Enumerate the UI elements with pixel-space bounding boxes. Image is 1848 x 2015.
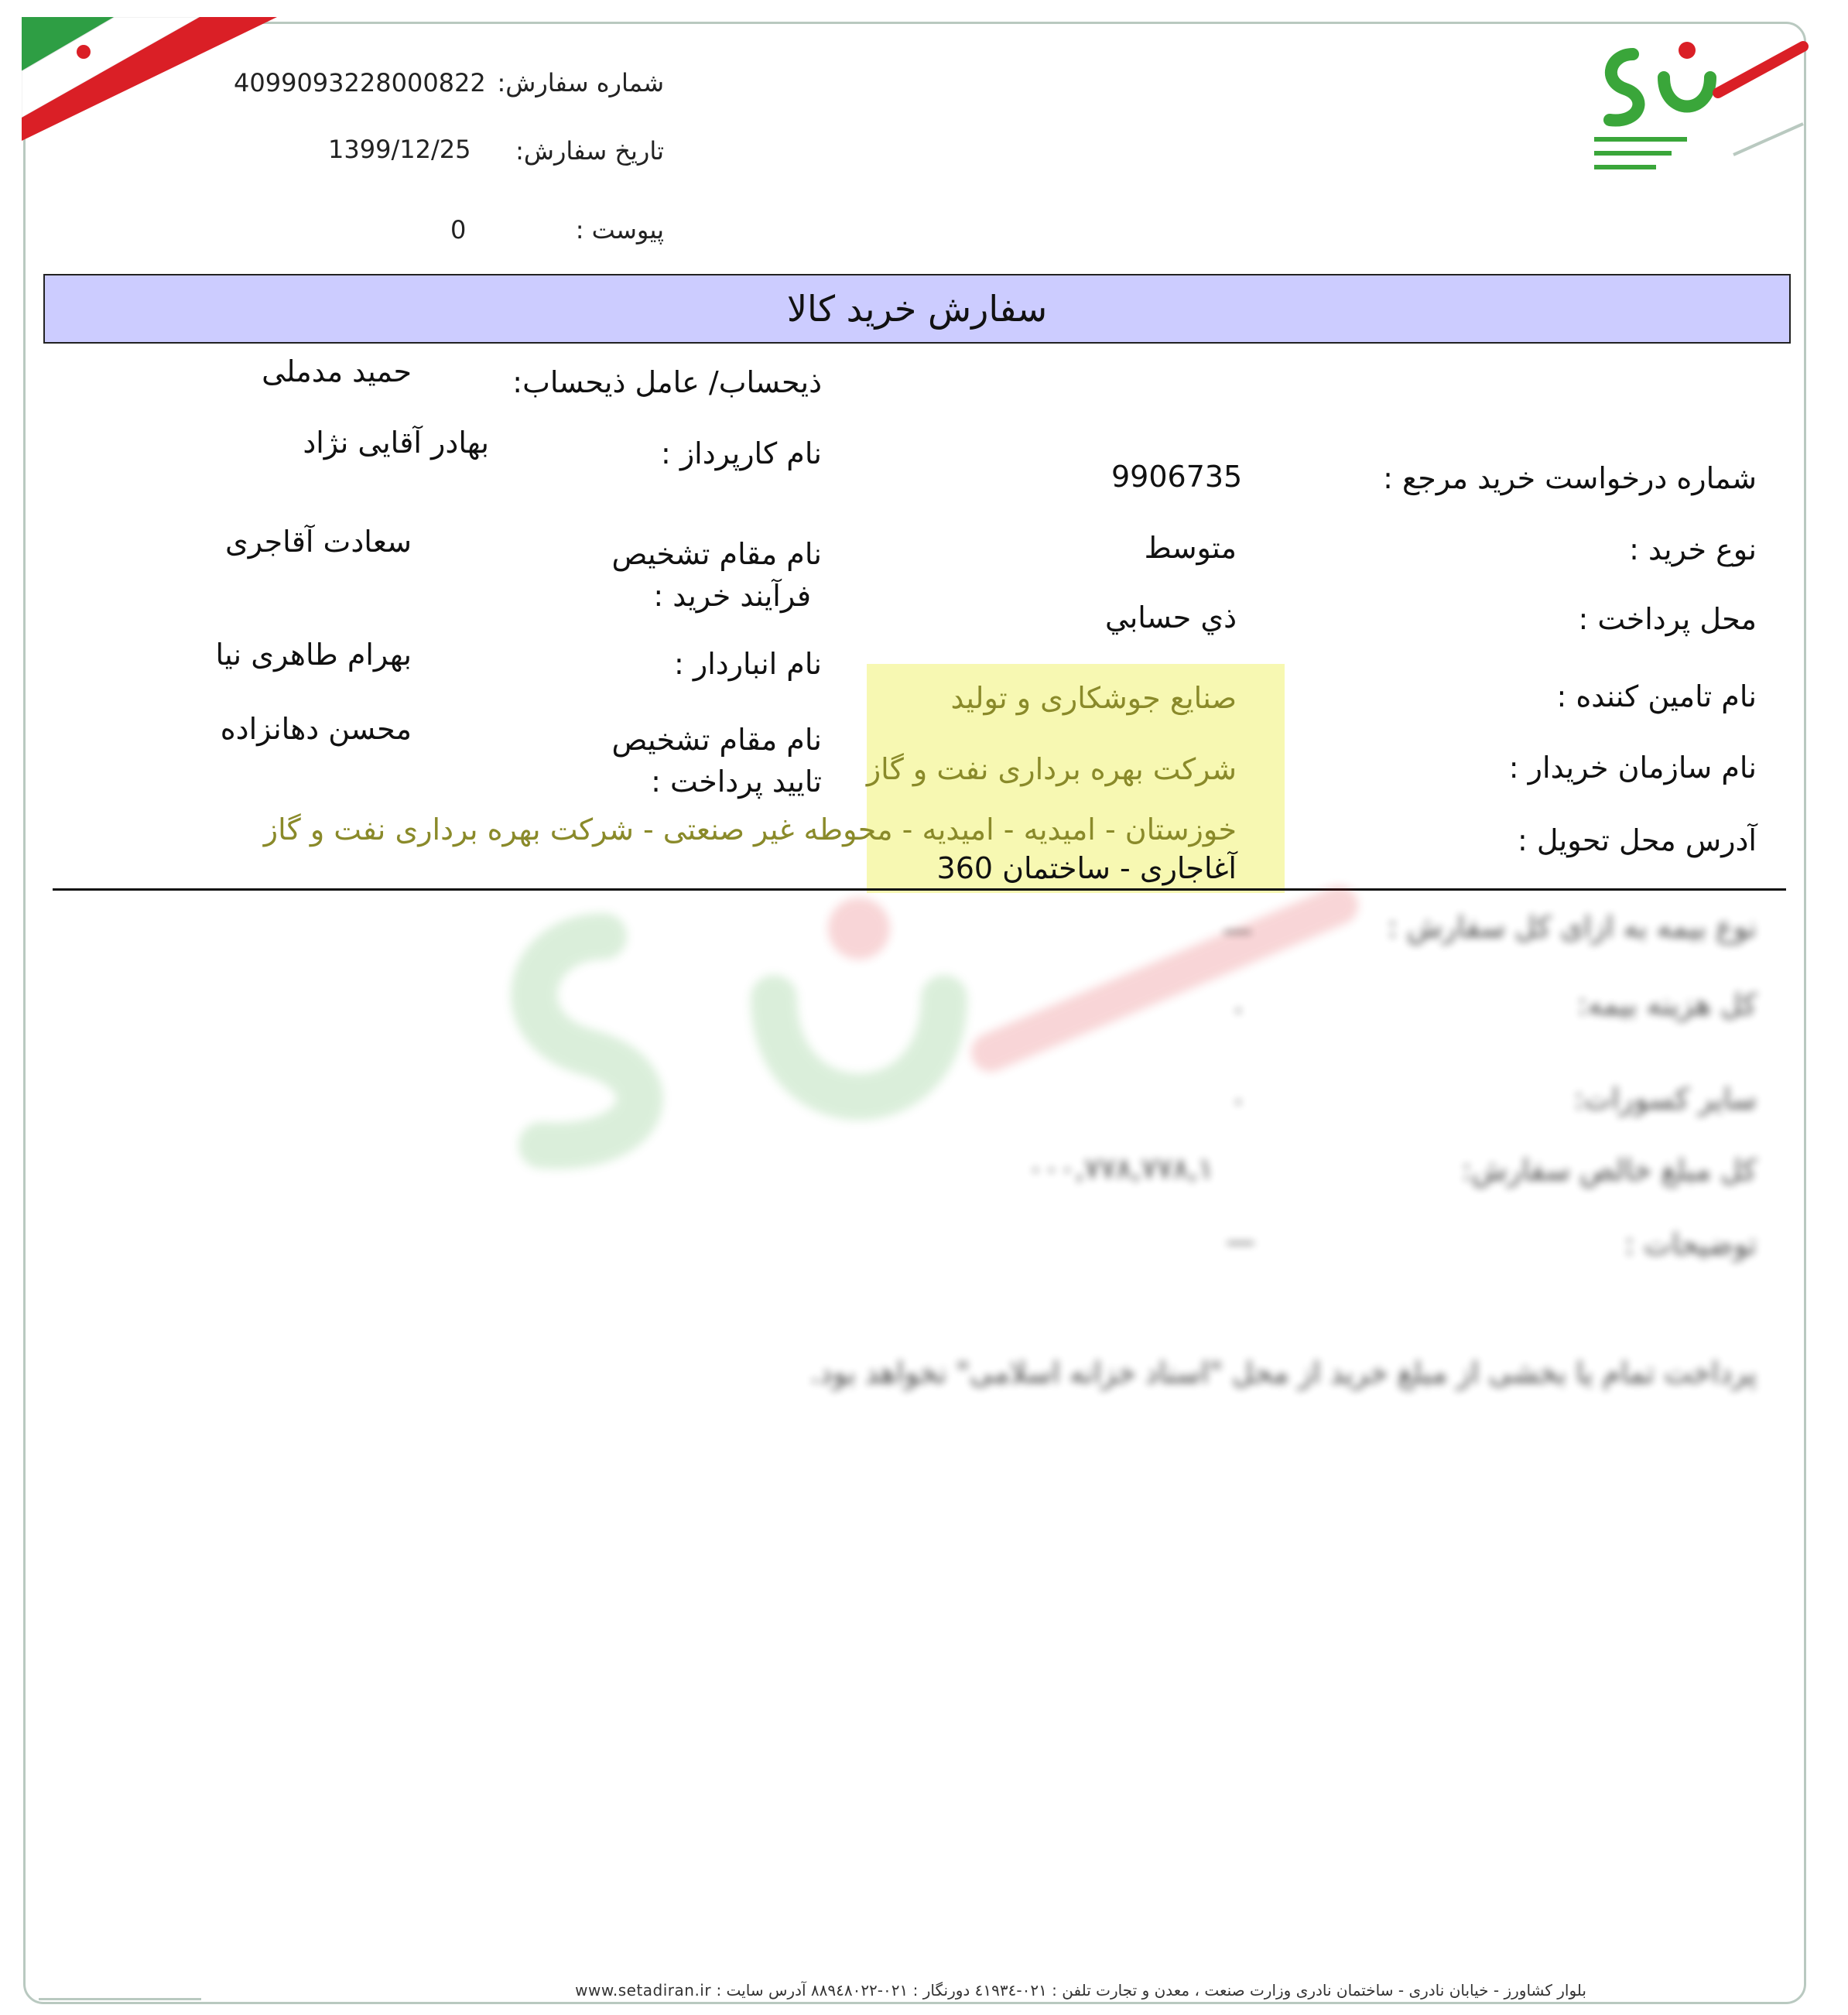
order-number: 4099093228000822 [234,68,486,98]
procurement-officer-label: نام کارپرداز : [660,436,822,470]
payment-approver-value: محسن دهانزاده [220,712,412,746]
purchase-type-value: متوسط [1144,531,1237,565]
payment-place-label: محل پرداخت : [1578,602,1757,636]
net-amount-label: کل مبلغ خالص سفارش: [1461,1153,1757,1187]
payment-note: پرداخت تمام یا بخشی از مبلغ خرید از محل "اسناد خزانه اسلامی" نخواهد بود. [809,1356,1757,1390]
document-title-bar [43,274,1791,344]
delivery-address-line2: آغاجاری - ساختمان 360 [936,851,1237,885]
payment-place-value: ذي حسابي [1105,600,1237,635]
insurance-cost-label: کل هزینه بیمه: [1577,987,1757,1021]
description-label: توضیحات : [1624,1227,1757,1261]
attachment-count: 0 [450,215,467,245]
payment-approver-label-2: تایید پرداخت : [651,765,822,799]
payment-approver-label-1: نام مقام تشخیص [611,723,822,757]
delivery-address-line1: خوزستان - امیدیه - امیدیه - محوطه غیر صنعتی - شرکت بهره برداری نفت و گاز [263,812,1237,847]
buyer-org-value: شرکت بهره برداری نفت و گاز [866,752,1237,786]
order-number-label: شماره سفارش: [497,68,664,98]
setad-logo-icon [1579,23,1811,178]
purchase-authority-label-1: نام مقام تشخیص [611,537,822,571]
delivery-address-label: آدرس محل تحویل : [1517,823,1757,857]
document-title: سفارش خرید کالا [786,288,1048,330]
warehouse-keeper-value: بهرام طاهری نیا [215,638,412,672]
description-value: — [1226,1224,1255,1258]
purchase-authority-value: سعادت آقاجری [224,525,412,559]
insurance-type-value: — [1223,913,1252,947]
supplier-label: نام تامین کننده : [1556,679,1757,713]
insurance-type-label: نوع بیمه به ازای کل سفارش : [1388,910,1757,944]
reference-request-label: شماره درخواست خرید مرجع : [1383,461,1757,495]
order-date-label: تاریخ سفارش: [515,136,664,166]
order-date: 1399/12/25 [328,135,471,164]
supplier-value: صنایع جوشکاری و تولید [950,681,1237,715]
account-holder-label: ذیحساب/ عامل ذیحساب: [512,365,822,399]
attachment-label: پیوست : [575,215,664,245]
warehouse-keeper-label: نام انباردار : [673,647,822,681]
insurance-cost-value: ٠ [1230,992,1247,1026]
other-deductions-value: ٠ [1230,1083,1247,1117]
reference-request-value: 9906735 [1111,460,1243,494]
footer-contact-info: بلوار کشاورز - خیابان نادری - ساختمان نادری وزارت صنعت ، معدن و تجارت تلفن : ٠٢١-٤١٩٣٤ دورنگار : ٠٢١-٨٨٩٤٨٠٢٢ آدرس سایت : www.setadiran.ir [575,1981,1586,2000]
other-deductions-label: سایر کسورات: [1573,1082,1757,1116]
purchase-authority-label-2: فرآیند خرید : [653,579,811,613]
buyer-org-label: نام سازمان خریدار : [1508,751,1757,785]
purchase-type-label: نوع خرید : [1629,532,1757,566]
net-amount-value: ٠٠٠,٧٧٨,٧٧٨,١ [1028,1151,1214,1185]
footer-line [39,1998,201,2000]
procurement-officer-value: بهادر آقایی نژاد [303,426,489,460]
account-holder-value: حمید مدملی [262,354,412,388]
